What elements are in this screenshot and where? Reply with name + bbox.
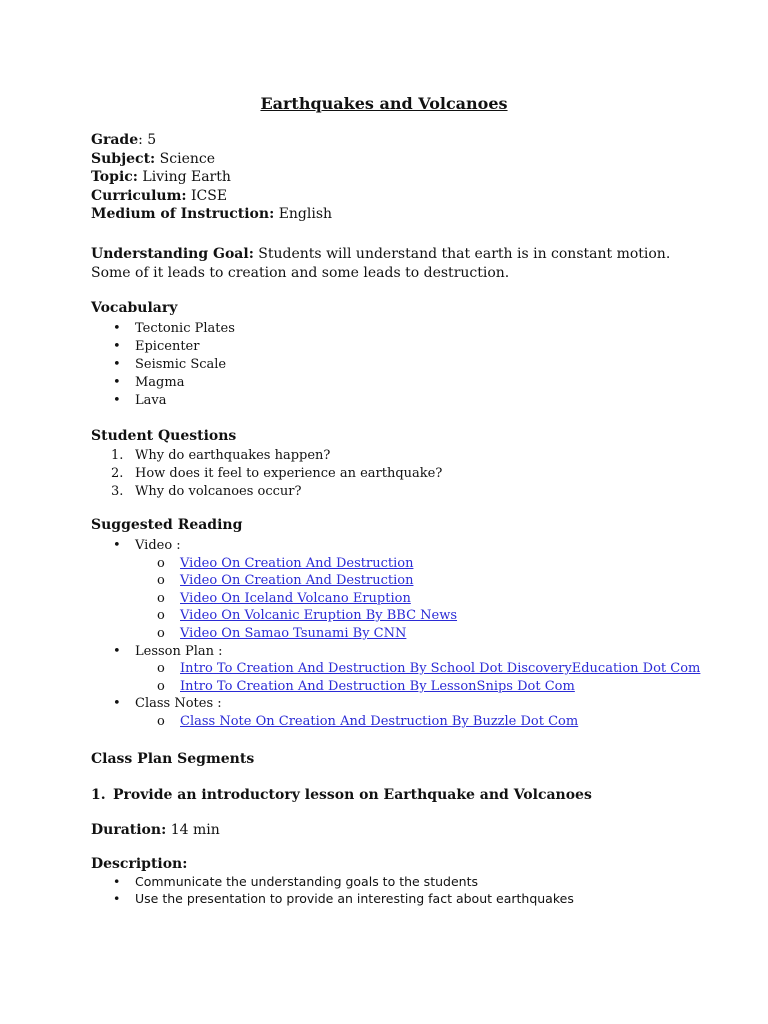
list-item [91,555,700,573]
list-item [91,625,700,643]
bullet-icon: • [113,891,121,906]
list-item [91,713,700,731]
topic-value: Living Earth [137,169,231,185]
goal-label: Understanding Goal: [91,246,254,262]
list-item [91,678,700,696]
video-link[interactable]: Video On Samao Tsunami By CNN [180,625,407,641]
curriculum-line [91,187,332,206]
understanding-goal [91,245,681,283]
circle-bullet-icon: o [157,608,165,624]
list-item [91,338,235,356]
grade-label: Grade [91,132,139,148]
list-item [91,607,700,625]
bullet-icon: • [113,357,121,372]
segment-heading [91,787,592,803]
video-links [91,555,700,643]
description-heading: Description: [91,856,188,872]
subject-line [91,150,332,169]
document-title: Earthquakes and Volcanoes [260,94,508,113]
list-item [91,660,700,678]
circle-bullet-icon: o [157,625,165,641]
bullet-icon: • [113,696,121,712]
lesson-plan-link[interactable]: Intro To Creation And Destruction By LessonSnips Dot Com [180,678,575,694]
vocabulary-term: Tectonic Plates [135,321,235,336]
lesson-meta [91,131,332,224]
medium-line [91,205,332,224]
segment-title: Provide an introductory lesson on Earthquake and Volcanoes [113,787,592,803]
reading-group-lesson-plan [91,643,700,696]
circle-bullet-icon: o [157,555,165,571]
question-number: 1. [111,448,124,463]
duration-value: 14 min [166,822,220,838]
question-text: Why do earthquakes happen? [135,448,331,463]
bullet-icon: • [113,643,121,659]
circle-bullet-icon: o [157,661,165,677]
bullet-icon: • [113,874,121,889]
list-item [91,447,442,465]
bullet-icon: • [113,339,121,354]
description-text: Use the presentation to provide an interesting fact about earthquakes [135,891,574,906]
duration-line [91,822,220,838]
question-number: 3. [111,484,124,499]
bullet-icon: • [113,321,121,336]
duration-label: Duration: [91,822,167,838]
circle-bullet-icon: o [157,678,165,694]
vocabulary-list [91,320,235,410]
list-item [91,356,235,374]
reading-group-label: Video : [135,538,181,553]
question-text: Why do volcanoes occur? [135,484,302,499]
reading-group-label: Lesson Plan : [135,643,223,659]
grade-value: : 5 [138,132,157,148]
video-link[interactable]: Video On Creation And Destruction [180,555,414,571]
curriculum-value: ICSE [186,187,228,204]
list-item [91,320,235,338]
class-notes-links [91,713,700,731]
bullet-icon: • [113,393,121,408]
goal-text: Students will understand that earth is in constant motion. Some of it leads to creation and some leads to destruction. [91,246,671,281]
reading-group-video [91,537,700,643]
list-item [91,374,235,392]
list-item [91,890,574,907]
vocabulary-term: Seismic Scale [135,357,227,372]
vocabulary-term: Lava [135,393,167,408]
suggested-reading-list [91,537,700,731]
list-item [91,392,235,410]
description-text: Communicate the understanding goals to the students [135,874,478,889]
circle-bullet-icon: o [157,573,165,589]
subject-value: Science [155,150,216,167]
subject-label: Subject: [91,150,156,167]
vocabulary-term: Magma [135,375,185,390]
topic-label: Topic: [91,169,138,185]
medium-label: Medium of Instruction: [91,206,275,222]
topic-line [91,168,332,187]
video-link[interactable]: Video On Creation And Destruction [180,573,414,589]
curriculum-label: Curriculum: [91,187,187,204]
circle-bullet-icon: o [157,590,165,606]
description-list [91,873,574,907]
circle-bullet-icon: o [157,713,165,729]
lesson-plan-links [91,660,700,695]
segment-number: 1. [91,787,106,803]
reading-group-class-notes [91,695,700,730]
lesson-plan-link[interactable]: Intro To Creation And Destruction By School Dot DiscoveryEducation Dot Com [180,661,701,677]
vocabulary-term: Epicenter [135,339,200,354]
list-item [91,572,700,590]
bullet-icon: • [113,538,121,553]
bullet-icon: • [113,375,121,390]
class-plan-heading: Class Plan Segments [91,751,255,767]
list-item [91,483,442,501]
medium-value: English [274,206,333,222]
student-questions-list [91,447,442,501]
video-link[interactable]: Video On Iceland Volcano Eruption [180,590,411,606]
vocabulary-heading: Vocabulary [91,300,178,316]
list-item [91,873,574,890]
question-number: 2. [111,466,124,481]
list-item [91,590,700,608]
list-item [91,465,442,483]
grade-line [91,131,332,150]
reading-group-label: Class Notes : [135,696,222,712]
question-text: How does it feel to experience an earthquake? [135,466,443,481]
video-link[interactable]: Video On Volcanic Eruption By BBC News [180,608,458,624]
suggested-reading-heading: Suggested Reading [91,517,243,533]
student-questions-heading: Student Questions [91,428,237,444]
class-note-link[interactable]: Class Note On Creation And Destruction By Buzzle Dot Com [180,713,579,729]
